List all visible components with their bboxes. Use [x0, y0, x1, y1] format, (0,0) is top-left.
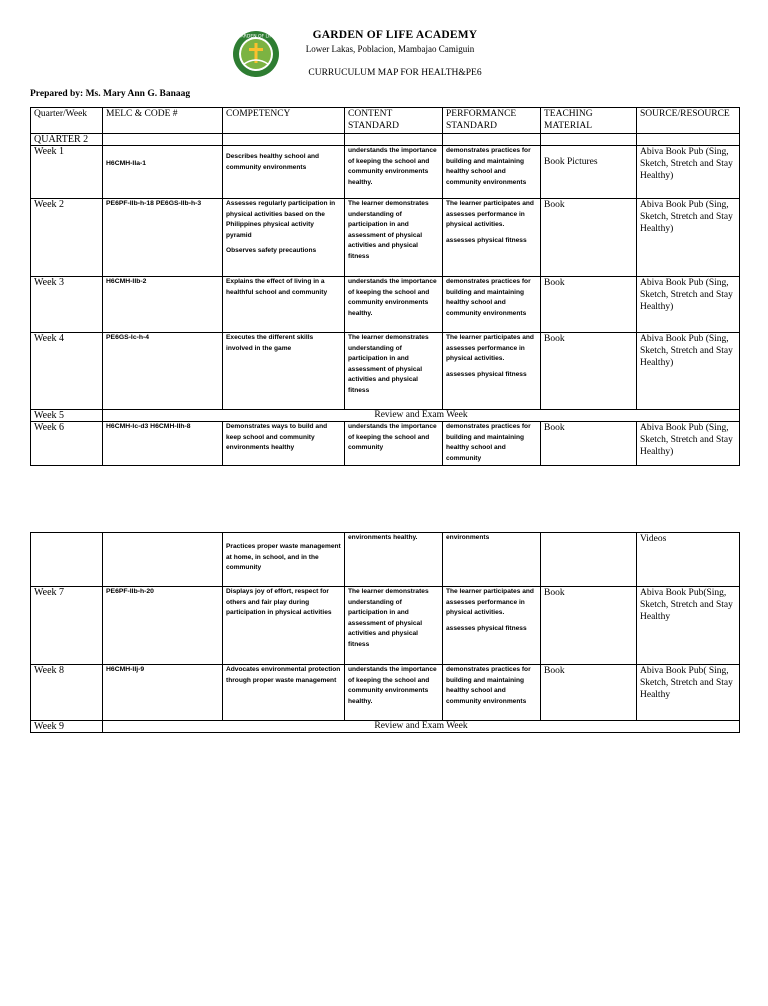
- review-exam-week: Review and Exam Week: [103, 721, 740, 733]
- col-header-quarter-week: Quarter/Week: [31, 108, 103, 134]
- week-label: Week 4: [31, 333, 103, 410]
- source-resource: Abiva Book Pub (Sing, Sketch, Stretch and Stay Healthy): [637, 422, 740, 466]
- table-row: [31, 333, 740, 410]
- col-header-source-resource: SOURCE/RESOURCE: [637, 108, 740, 134]
- week-label: Week 2: [31, 199, 103, 277]
- curriculum-table-page2: [30, 532, 740, 733]
- table-row: [31, 199, 740, 277]
- performance-standard: demonstrates practices for building and maintaining healthy school and community: [443, 422, 541, 466]
- document-header: [0, 0, 768, 80]
- performance-standard: demonstrates practices for building and maintaining healthy school and community environments: [443, 665, 541, 721]
- melc-code: H6CMH-IIb-2: [103, 277, 223, 333]
- source-resource: Videos: [637, 533, 740, 587]
- content-standard: The learner demonstrates understanding of participation in and assessment of physical activities and physical fitness: [345, 587, 443, 665]
- competency: Explains the effect of living in a healthful school and community: [223, 277, 345, 333]
- table-row: [31, 422, 740, 466]
- col-header-competency: COMPETENCY: [223, 108, 345, 134]
- performance-standard: environments: [443, 533, 541, 587]
- table-row: [31, 533, 740, 587]
- melc-code: H6CMH-Ic-d3 H6CMH-IIh-8: [103, 422, 223, 466]
- table-row: [31, 721, 740, 733]
- competency: Describes healthy school and community environments: [223, 146, 345, 199]
- svg-text:GARDEN OF LIFE: GARDEN OF LIFE: [237, 34, 275, 40]
- prepared-by: Prepared by: Ms. Mary Ann G. Banaag: [30, 89, 191, 99]
- performance-standard: demonstrates practices for building and maintaining healthy school and community environments: [443, 146, 541, 199]
- school-logo: [232, 30, 280, 78]
- competency: Practices proper waste management at home, in school, and in the community: [223, 533, 345, 587]
- performance-standard: The learner participates and assesses performance in physical activities. assesses physical fitness: [443, 333, 541, 410]
- school-address: Lower Lakas, Poblacion, Mambajao Camiguin: [305, 44, 475, 54]
- source-resource: Abiva Book Pub (Sing, Sketch, Stretch and Stay Healthy): [637, 277, 740, 333]
- source-resource: Abiva Book Pub( Sing, Sketch, Stretch and Stay Healthy: [637, 665, 740, 721]
- review-exam-week: Review and Exam Week: [103, 410, 740, 422]
- competency: Demonstrates ways to build and keep school and community environments healthy: [223, 422, 345, 466]
- performance-standard: The learner participates and assesses performance in physical activities. assesses physical fitness: [443, 587, 541, 665]
- melc-code: H6CMH-IIa-1: [103, 146, 223, 199]
- source-resource: Abiva Book Pub (Sing, Sketch, Stretch and Stay Healthy): [637, 146, 740, 199]
- table-row: [31, 410, 740, 422]
- teaching-material: Book: [541, 587, 637, 665]
- week-label: Week 9: [31, 721, 103, 733]
- week-label: Week 7: [31, 587, 103, 665]
- table-row: [31, 587, 740, 665]
- performance-standard: demonstrates practices for building and maintaining healthy school and community environments: [443, 277, 541, 333]
- teaching-material: Book: [541, 422, 637, 466]
- content-standard: environments healthy.: [345, 533, 443, 587]
- teaching-material: Book: [541, 333, 637, 410]
- teaching-material: Book: [541, 277, 637, 333]
- teaching-material: Book: [541, 199, 637, 277]
- col-header-performance-standard: PERFORMANCE STANDARD: [443, 108, 541, 134]
- col-header-content-standard: CONTENT STANDARD: [345, 108, 443, 134]
- melc-code: PE6GS-Ic-h-4: [103, 333, 223, 410]
- competency: Displays joy of effort, respect for others and fair play during participation in physical activities: [223, 587, 345, 665]
- content-standard: understands the importance of keeping the school and community environments healthy.: [345, 665, 443, 721]
- source-resource: Abiva Book Pub (Sing, Sketch, Stretch and Stay Healthy): [637, 333, 740, 410]
- document-title: CURRUCULUM MAP FOR HEALTH&PE6: [308, 68, 482, 78]
- table-row: [31, 277, 740, 333]
- quarter-row: [31, 134, 740, 146]
- header-row: [31, 108, 740, 134]
- content-standard: understands the importance of keeping the school and community environments healthy.: [345, 277, 443, 333]
- content-standard: understands the importance of keeping the school and community environments healthy.: [345, 146, 443, 199]
- week-label: Week 1: [31, 146, 103, 199]
- table-row: [31, 665, 740, 721]
- content-standard: The learner demonstrates understanding of participation in and assessment of physical activities and physical fitness: [345, 199, 443, 277]
- week-label: Week 3: [31, 277, 103, 333]
- content-standard: The learner demonstrates understanding of participation in and assessment of physical activities and physical fitness: [345, 333, 443, 410]
- week-label: Week 6: [31, 422, 103, 466]
- competency: Assesses regularly participation in physical activities based on the Philippines physical activity pyramid Observes safety precautions: [223, 199, 345, 277]
- quarter-label: QUARTER 2: [31, 134, 103, 146]
- competency: Advocates environmental protection through proper waste management: [223, 665, 345, 721]
- teaching-material: Book: [541, 665, 637, 721]
- school-name: GARDEN OF LIFE ACADEMY: [312, 29, 478, 41]
- col-header-teaching-material: TEACHING MATERIAL: [541, 108, 637, 134]
- source-resource: Abiva Book Pub (Sing, Sketch, Stretch and Stay Healthy): [637, 199, 740, 277]
- competency: Executes the different skills involved in the game: [223, 333, 345, 410]
- melc-code: H6CMH-IIj-9: [103, 665, 223, 721]
- week-label: Week 5: [31, 410, 103, 422]
- performance-standard: The learner participates and assesses performance in physical activities. assesses physical fitness: [443, 199, 541, 277]
- content-standard: understands the importance of keeping the school and community: [345, 422, 443, 466]
- melc-code: PE6PF-IIb-h-18 PE6GS-IIb-h-3: [103, 199, 223, 277]
- teaching-material: Book Pictures: [541, 146, 637, 199]
- curriculum-table-page1: [30, 107, 740, 466]
- source-resource: Abiva Book Pub(Sing, Sketch, Stretch and Stay Healthy: [637, 587, 740, 665]
- col-header-melc-code: MELC & CODE #: [103, 108, 223, 134]
- week-label: Week 8: [31, 665, 103, 721]
- melc-code: PE6PF-IIb-h-20: [103, 587, 223, 665]
- table-row: [31, 146, 740, 199]
